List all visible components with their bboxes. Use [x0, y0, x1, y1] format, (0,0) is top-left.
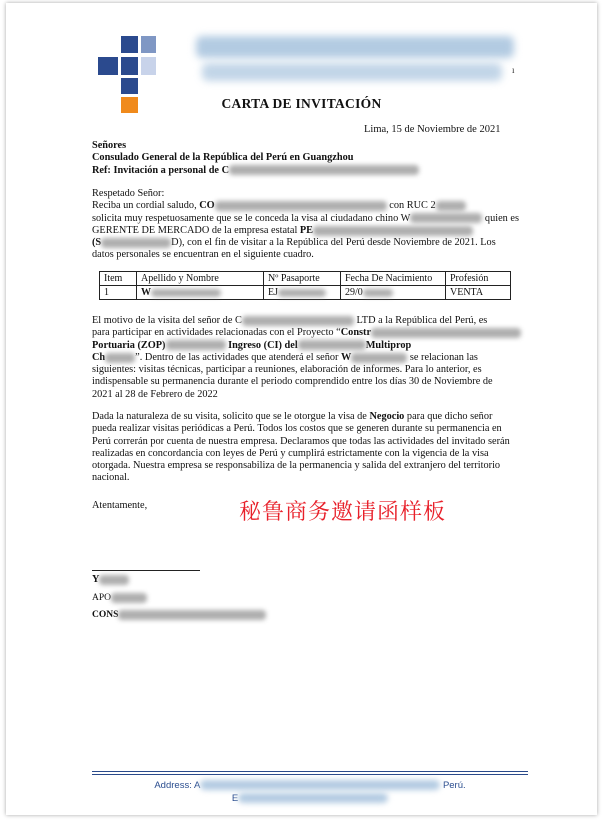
- ref-line: Ref: Invitación a personal de C: [92, 165, 528, 177]
- table-cell: VENTA: [446, 286, 511, 300]
- recipient-block: [92, 140, 528, 177]
- watermark-text: 秘鲁商务邀请函样板: [239, 500, 447, 525]
- table-header: Profesión: [446, 272, 511, 286]
- signature-line: [92, 570, 200, 571]
- letter-date: Lima, 15 de Noviembre de 2021: [364, 124, 501, 135]
- signature-name: Y: [92, 574, 528, 586]
- table-cell: EJ: [264, 286, 341, 300]
- salutation: Señores: [92, 140, 127, 151]
- nature-paragraph: Dada la naturaleza de su visita, solicito que se le otorgue la visa de Negocio para que dicho señor pueda realizar visitas periódicas a Perú. Todos los costos que se generen durante su permanencia en Perú correrán por cuenta de nuestra empresa. Declaramos que todas las actividades del invitado serán realizadas en concordancia con leyes de Perú y cumplirá estrictamente con la vigencia de la visa otorgada. Nuestra empresa se responsabiliza de la permanencia y salida del extranjero del territorio nacional.: [92, 411, 510, 484]
- personal-data-table: [99, 271, 511, 300]
- intro-line-1: Reciba un cordial saludo, CO con RUC 2: [92, 200, 528, 212]
- intro-line-2: solicita muy respetuosamente que se le conceda la visa al ciudadano chino W quien es: [92, 212, 519, 224]
- motive-paragraph: El motivo de la visita del señor de C LTD a la República del Perú, es para participar en actividades relacionadas con el Proyecto “Constr Portuaria (ZOP) Ingreso (CI) del Multiprop Ch ”. Dentro de las actividades que atenderá el señor W se relacionan las siguientes: visitas técnicas, participar a reuniones, elaboración de informes. Para lo anterior, es indispensable su permanencia durante el periodo comprendido entre los días 30 de Noviembre de 2021 al 28 de Febrero de 2022: [92, 315, 528, 401]
- footer-rule: [92, 771, 528, 772]
- table-header: Item: [100, 272, 137, 286]
- consulate: Consulado General de la República del Perú en Guangzhou: [92, 152, 354, 164]
- table-cell: W: [137, 286, 264, 300]
- table-row: [100, 286, 511, 300]
- intro-line-3: GERENTE DE MERCADO de la empresa estatal PE: [92, 225, 528, 237]
- intro-line-4: (S D), con el fin de visitar a la República del Perú desde Noviembre de 2021. Los: [92, 237, 496, 249]
- footer-rule: [92, 774, 528, 775]
- footer-address: Address: A Perú.: [154, 780, 466, 791]
- footer-email: E: [92, 793, 528, 804]
- intro-paragraph: [92, 188, 528, 262]
- table-header: Fecha De Nacimiento: [341, 272, 446, 286]
- table-header: Nº Pasaporte: [264, 272, 341, 286]
- letter-page: [6, 3, 597, 815]
- redacted-company-subtitle: [202, 63, 502, 81]
- redacted-ref: [229, 165, 419, 175]
- table-cell: 29/0: [341, 286, 446, 300]
- redacted-company-name: [196, 36, 514, 58]
- table-header: Apellido y Nombre: [137, 272, 264, 286]
- greeting: Respetado Señor:: [92, 188, 165, 199]
- table-header-row: [100, 272, 511, 286]
- signature-role: APO: [92, 592, 528, 604]
- intro-line-5: datos personales se encuentran en el siguiente cuadro.: [92, 249, 314, 261]
- signature-company: CONS: [92, 609, 528, 621]
- table-cell: 1: [100, 286, 137, 300]
- letter-title: CARTA DE INVITACIÓN: [221, 96, 382, 111]
- closing: Atentamente,: [92, 500, 148, 511]
- header-tick: ı: [512, 65, 515, 75]
